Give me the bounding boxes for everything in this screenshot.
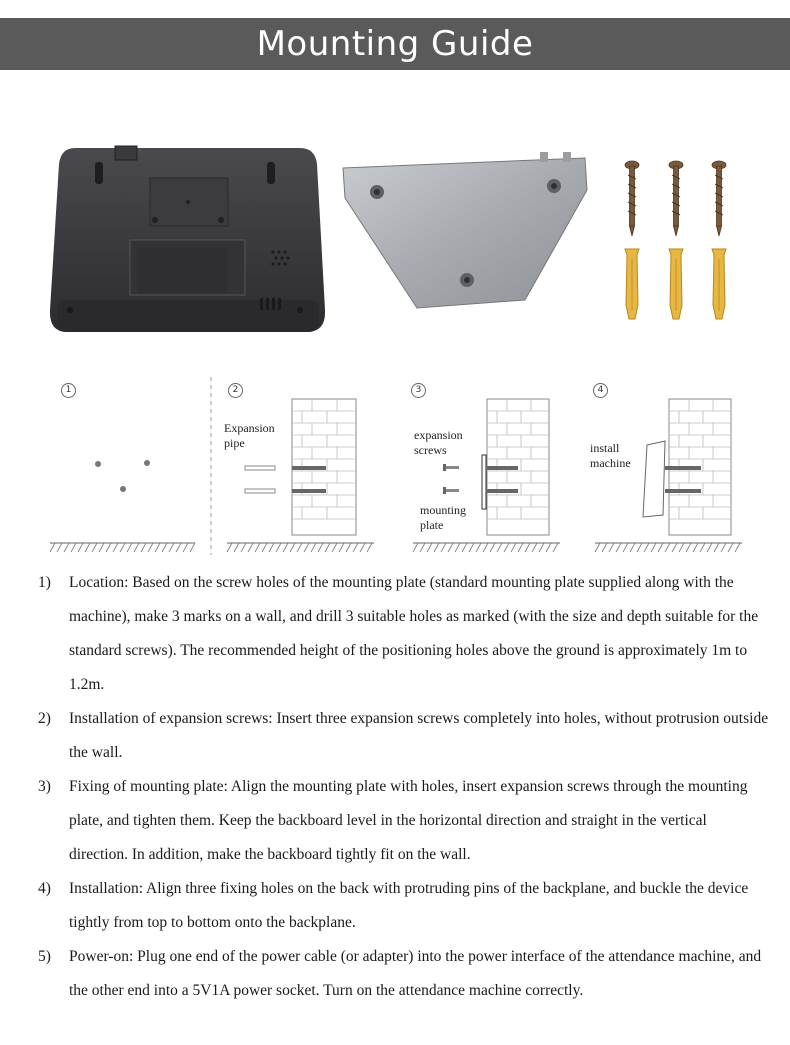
instruction-item-4 xyxy=(0,872,790,940)
instruction-text: Power-on: Plug one end of the power cable (or adapter) into the power interface of the attendance machine, and the other end into a 5V1A power socket. Turn on the attendance machine correctly. xyxy=(69,948,762,999)
product-images xyxy=(0,140,790,340)
step-1-number: 1 xyxy=(61,383,76,398)
step-1-drawing xyxy=(45,375,220,560)
step-2-panel xyxy=(212,375,387,560)
step-3-drawing xyxy=(395,375,570,560)
page-title: Mounting Guide xyxy=(0,18,790,70)
instruction-number: 5) xyxy=(38,948,51,965)
expansion-screws-label: expansion screws xyxy=(414,428,463,457)
expansion-pipe-label: Expansion pipe xyxy=(224,421,275,450)
step-3-number: 3 xyxy=(411,383,426,398)
instruction-list xyxy=(0,566,790,1008)
screws-image xyxy=(615,160,735,240)
instruction-item-3 xyxy=(0,770,790,872)
step-4-panel xyxy=(577,375,752,560)
mounting-steps-diagram xyxy=(45,375,755,560)
attendance-device-image xyxy=(45,140,330,340)
instruction-item-1 xyxy=(0,566,790,702)
mounting-plate-label: mounting plate xyxy=(420,503,467,532)
step-2-drawing xyxy=(212,375,387,560)
instruction-text: Installation: Align three fixing holes on the back with protruding pins of the backplane, and buckle the device tightly from top to bottom onto the backplane. xyxy=(69,880,749,931)
instruction-number: 3) xyxy=(38,778,51,795)
instruction-number: 2) xyxy=(38,710,51,727)
expansion-anchors-image xyxy=(615,245,735,325)
step-2-number: 2 xyxy=(228,383,243,398)
mounting-plate-image xyxy=(335,150,595,315)
install-machine-label: install machine xyxy=(590,441,631,470)
step-3-panel xyxy=(395,375,570,560)
step-1-panel xyxy=(45,375,220,560)
instruction-item-5 xyxy=(0,940,790,1008)
instruction-item-2 xyxy=(0,702,790,770)
instruction-text: Location: Based on the screw holes of the mounting plate (standard mounting plate supplied along with the machine), make 3 marks on a wall, and drill 3 suitable holes as marked (with the size and depth suitable for the standard screws). The recommended height of the positioning holes above the ground is approximately 1m to 1.2m. xyxy=(69,574,759,693)
instruction-number: 1) xyxy=(38,574,51,591)
step-4-number: 4 xyxy=(593,383,608,398)
instruction-number: 4) xyxy=(38,880,51,897)
instruction-text: Installation of expansion screws: Insert three expansion screws completely into holes, without protrusion outside the wall. xyxy=(69,710,769,761)
instruction-text: Fixing of mounting plate: Align the mounting plate with holes, insert expansion screws through the mounting plate, and tighten them. Keep the backboard level in the horizontal direction and straight in the vertical direction. In addition, make the backboard tightly fit on the wall. xyxy=(69,778,748,863)
step-4-drawing xyxy=(577,375,752,560)
